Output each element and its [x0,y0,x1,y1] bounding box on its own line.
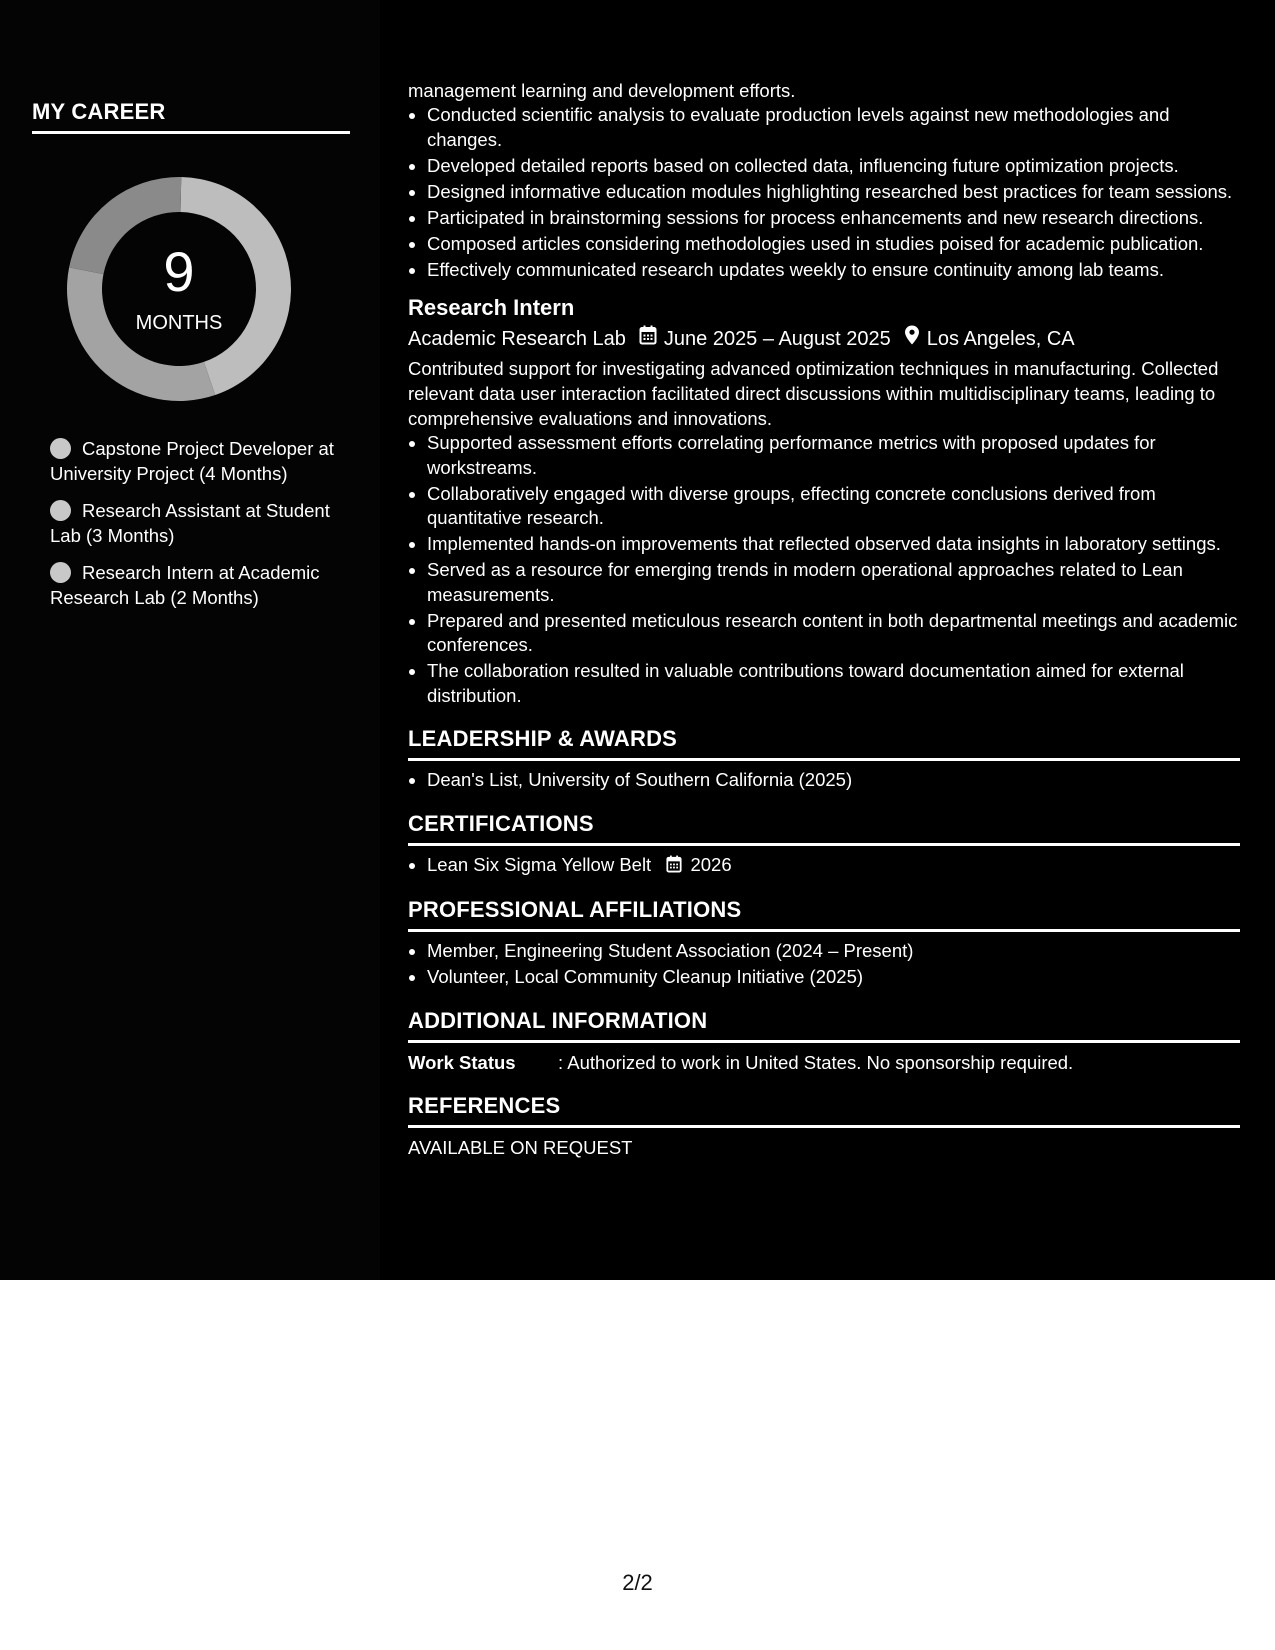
legend-dot-icon [50,438,71,459]
career-item [50,436,340,486]
donut-total-value: 9 [163,240,195,303]
bullet-item: • Conducted scientific analysis to evaluate production levels against new methodologies and changes. [427,103,1240,152]
affiliations-section [408,897,1240,990]
legend-dot-icon [50,562,71,583]
references-heading: REFERENCES [408,1093,1240,1128]
calendar-icon [666,855,682,880]
previous-job-bullets [408,103,1240,282]
bullet-item: • Served as a resource for emerging trends in modern operational approaches related to Lean measurements. [427,558,1240,607]
affiliations-heading: PROFESSIONAL AFFILIATIONS [408,897,1240,932]
certifications-heading: CERTIFICATIONS [408,811,1240,846]
references-section [408,1093,1240,1160]
bullet-item: • Implemented hands-on improvements that reflected observed data insights in laboratory settings. [427,532,1240,557]
references-text: AVAILABLE ON REQUEST [408,1136,633,1158]
bullet-item: • Participated in brainstorming sessions for process enhancements and new research directions. [427,206,1240,231]
work-status-row [408,1050,1240,1075]
certification-item [427,853,1240,880]
bullet-item: • The collaboration resulted in valuable contributions toward documentation aimed for external distribution. [427,659,1240,708]
location-pin-icon [904,325,920,353]
bullet-item: • Composed articles considering methodologies used in studies poised for academic publication. [427,232,1240,257]
sidebar [0,0,380,1280]
work-status-label: Work Status [408,1051,516,1073]
job-summary: Contributed support for investigating advanced optimization techniques in manufacturing. Collected relevant data user interaction facilitated direct discussions within multidisciplinary teams, leading to comprehensive evaluations and innovations. [408,358,1219,429]
certification-name: Lean Six Sigma Yellow Belt [427,853,652,875]
page-number: 2/2 [622,1570,653,1595]
leadership-heading: LEADERSHIP & AWARDS [408,726,1240,761]
career-item [50,498,340,548]
additional-info-heading: ADDITIONAL INFORMATION [408,1008,1240,1043]
bullet-item: • Designed informative education modules highlighting researched best practices for team sessions. [427,180,1240,205]
career-item-text: Capstone Project Developer at University Project (4 Months) [50,438,334,484]
bullet-item: • Dean's List, University of Southern California (2025) [427,768,1240,793]
job-dates: June 2025 – August 2025 [663,328,891,350]
job-title: Research Intern [408,295,575,320]
legend-dot-icon [50,500,71,521]
affiliations-list [408,939,1240,990]
bullet-item: • Supported assessment efforts correlating performance metrics with proposed updates for workstreams. [427,431,1240,480]
career-donut-chart [66,176,292,402]
donut-unit-label: MONTHS [135,312,223,334]
bullet-item: • Collaboratively engaged with diverse groups, effecting concrete conclusions derived from quantitative research. [427,482,1240,531]
job-company: Academic Research Lab [408,328,626,350]
leadership-section [408,726,1240,793]
leadership-list [408,768,1240,793]
certification-year: 2026 [690,853,732,875]
bullet-item: • Prepared and presented meticulous research content in both departmental meetings and academic conferences. [427,609,1240,658]
career-legend [50,436,340,622]
certifications-list [408,853,1240,880]
career-item-text: Research Intern at Academic Research Lab (2 Months) [50,562,320,608]
job-location: Los Angeles, CA [926,328,1075,350]
job-bullets [408,431,1240,708]
certifications-section [408,811,1240,880]
work-status-value: : Authorized to work in United States. No sponsorship required. [558,1051,1074,1073]
continued-text: management learning and development efforts. [408,80,796,101]
calendar-icon [639,325,657,353]
main-content [408,78,1240,1160]
bullet-item: • Developed detailed reports based on collected data, influencing future optimization projects. [427,154,1240,179]
job-meta [408,325,1240,353]
career-item [50,560,340,610]
bullet-item: • Volunteer, Local Community Cleanup Initiative (2025) [427,965,1240,990]
bullet-item: • Effectively communicated research updates weekly to ensure continuity among lab teams. [427,258,1240,283]
bullet-item: • Member, Engineering Student Association (2024 – Present) [427,939,1240,964]
career-section-title: MY CAREER [32,99,350,134]
career-item-text: Research Assistant at Student Lab (3 Months) [50,500,330,546]
additional-info-section [408,1008,1240,1075]
